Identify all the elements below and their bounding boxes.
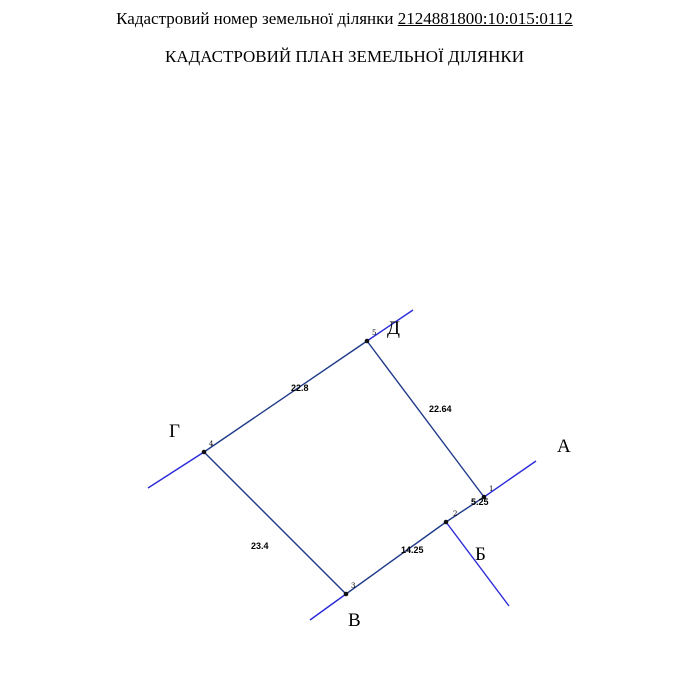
vertex-number-4: 4 — [209, 440, 214, 448]
vertex-point-2 — [444, 520, 449, 525]
side-length-4-5: 22.8 — [291, 383, 309, 393]
adjacent-line-g-left — [148, 452, 204, 488]
parcel-side-4-5 — [204, 341, 367, 452]
vertex-number-3: 3 — [351, 582, 356, 590]
vertex-point-5 — [365, 339, 370, 344]
neighbour-label-v: В — [348, 610, 361, 631]
vertex-point-4 — [202, 450, 207, 455]
parcel-side-2-3 — [346, 522, 446, 594]
side-length-5-1: 22.64 — [429, 404, 452, 414]
vertex-number-1: 1 — [489, 485, 494, 493]
cadastral-number-label: Кадастровий номер земельної ділянки — [116, 9, 394, 28]
adjacent-line-v-bottom — [310, 594, 346, 620]
plan-title: КАДАСТРОВИЙ ПЛАН ЗЕМЕЛЬНОЇ ДІЛЯНКИ — [164, 47, 524, 66]
parcel-side-3-4 — [204, 452, 346, 594]
neighbour-label-g: Г — [169, 421, 180, 442]
neighbour-label-d: Д — [387, 318, 400, 339]
neighbour-label-b: Б — [475, 544, 486, 565]
neighbour-label-a: А — [557, 436, 571, 457]
vertex-point-3 — [344, 592, 349, 597]
side-length-1-2: 5.25 — [471, 497, 489, 507]
vertex-number-5: 5 — [372, 329, 377, 337]
side-length-2-3: 14.25 — [401, 545, 424, 555]
side-length-3-4: 23.4 — [251, 541, 269, 551]
parcel-side-5-1 — [367, 341, 484, 497]
vertex-number-2: 2 — [453, 510, 458, 518]
cadastral-number-value: 2124881800:10:015:0112 — [397, 9, 573, 28]
